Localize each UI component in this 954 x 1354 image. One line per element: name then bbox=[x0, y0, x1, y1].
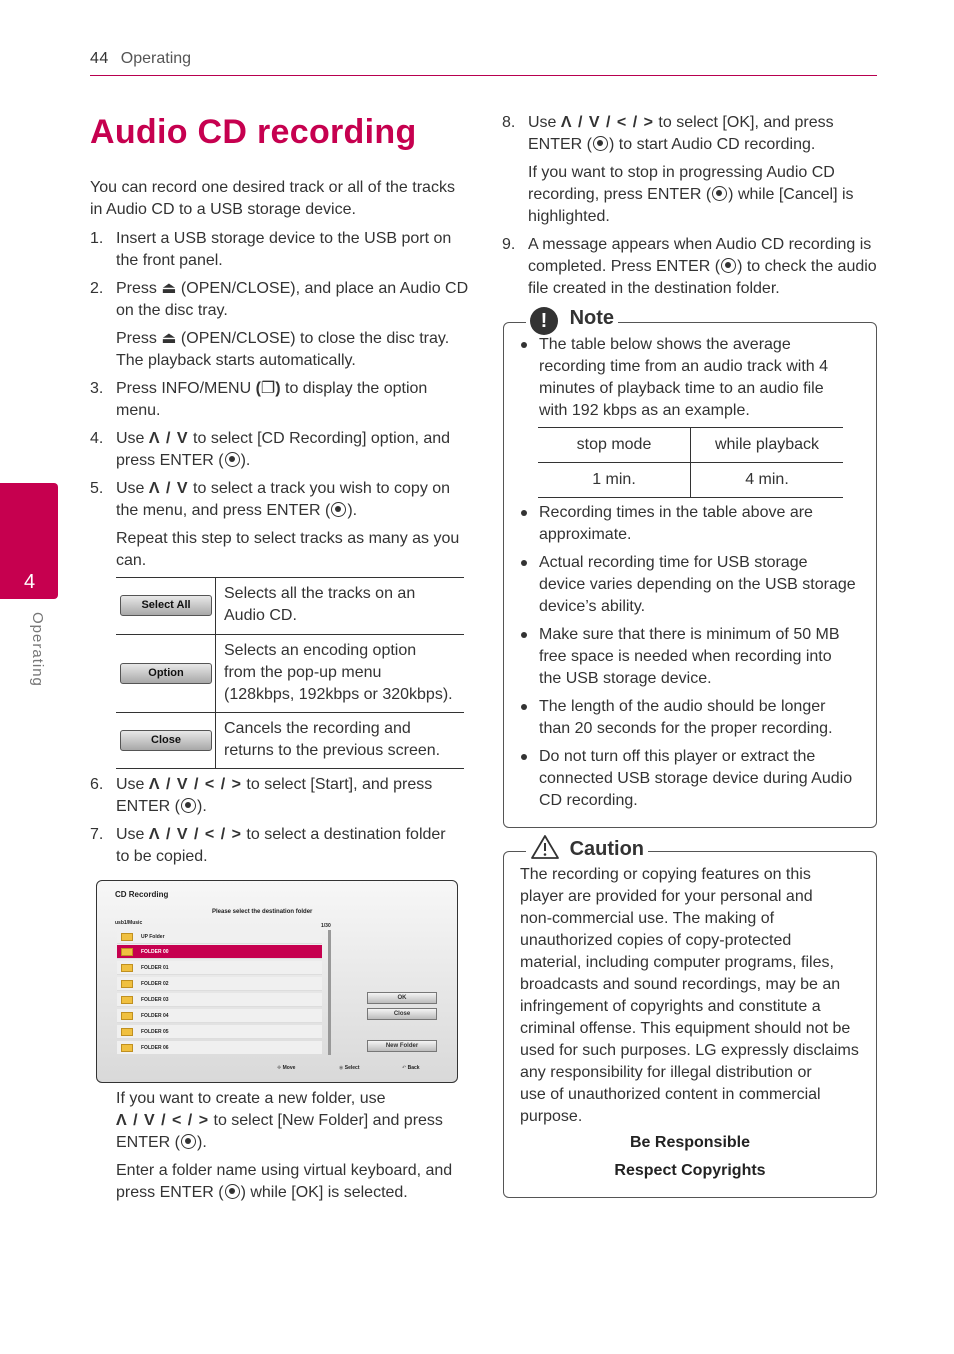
bullet-icon bbox=[521, 754, 527, 760]
bullet-icon bbox=[521, 510, 527, 516]
screenshot-path: usb1/Music bbox=[115, 920, 143, 926]
move-icon: ✥ bbox=[277, 1065, 282, 1071]
arrow-keys-icon: Λ / V / < / > bbox=[560, 114, 654, 131]
chapter-number: 4 bbox=[24, 571, 36, 593]
back-icon: ↶ bbox=[402, 1065, 407, 1071]
table-row: Close Cancels the recording and returns to the previous screen. bbox=[116, 712, 464, 769]
footer-back: ↶ Back bbox=[402, 1065, 420, 1071]
caution-text: The recording or copying features on this player are provided for your personal and non-commercial use. The making of unauthorized copies of copy-protected material, including computer programs, files, broadcasts and sound recordings, may be an infringement of copyrights and constitute a criminal offense. This equipment should not be used for such purposes. LG expressly disclaims any responsibility for illegal distribution or use of unauthorized content in commercial purpose. bbox=[520, 866, 859, 1125]
note-heading: ! Note bbox=[526, 306, 618, 335]
bullet-icon bbox=[521, 560, 527, 566]
intro-text: You can record one desired track or all of the tracks in Audio CD to a USB storage device. bbox=[90, 179, 455, 218]
list-item: FOLDER 01 bbox=[117, 961, 322, 975]
page-title: Audio CD recording bbox=[90, 113, 417, 151]
cd-recording-screenshot bbox=[96, 880, 458, 1083]
warning-triangle-icon bbox=[530, 834, 560, 860]
eject-icon: ⏏ bbox=[161, 280, 177, 297]
enter-icon bbox=[593, 136, 608, 151]
arrow-keys-icon: Λ / V / < / > bbox=[148, 826, 242, 843]
page-number: 44 bbox=[90, 50, 109, 67]
list-item: FOLDER 05 bbox=[117, 1025, 322, 1039]
option-button: Option bbox=[120, 663, 212, 684]
list-item: FOLDER 04 bbox=[117, 1009, 322, 1023]
enter-icon bbox=[712, 186, 727, 201]
step-7: 7. Use Λ / V / < / > to select a destination folder to be copied. bbox=[90, 826, 446, 865]
scrollbar bbox=[328, 930, 331, 1055]
info-menu-icon: (❐) bbox=[255, 380, 281, 397]
slogan-1: Be Responsible bbox=[629, 1134, 751, 1151]
eject-icon: ⏏ bbox=[161, 330, 177, 347]
arrow-keys-icon: Λ / V / < / > bbox=[148, 776, 242, 793]
step-4: 4. Use Λ / V to select [CD Recording] option, and press ENTER ( ). bbox=[90, 430, 451, 469]
list-item: FOLDER 00 bbox=[117, 945, 322, 959]
step-9: 9. A message appears when Audio CD recording is completed. Press ENTER ( ) to check the audio file created in the destination folder. bbox=[502, 236, 877, 297]
table-row: 1 min. 4 min. bbox=[538, 463, 843, 498]
screenshot-title: CD Recording bbox=[115, 890, 169, 899]
caution-heading: Caution bbox=[526, 834, 648, 861]
footer-select: ◉ Select bbox=[339, 1065, 360, 1071]
bullet-icon bbox=[521, 704, 527, 710]
arrow-keys-icon: Λ / V bbox=[148, 480, 189, 497]
button-description-table bbox=[116, 577, 464, 769]
ok-button: OK bbox=[367, 992, 437, 1004]
screenshot-subtitle: Please select the destination folder bbox=[212, 909, 313, 915]
enter-icon bbox=[181, 1134, 196, 1149]
enter-icon bbox=[721, 258, 736, 273]
select-icon: ◉ bbox=[339, 1065, 344, 1071]
recording-time-table bbox=[538, 427, 843, 498]
close-button: Close bbox=[120, 730, 212, 751]
screenshot-counter: 1/30 bbox=[321, 923, 331, 929]
footer-move: ✥ Move bbox=[277, 1065, 296, 1071]
enter-icon bbox=[181, 798, 196, 813]
slogan-2: Respect Copyrights bbox=[614, 1162, 766, 1179]
step-2: 2. Press ⏏ (OPEN/CLOSE), and place an Audio CD on the disc tray. Press ⏏ (OPEN/CLOSE) to close the disc tray. The playback starts automatically. bbox=[90, 280, 469, 369]
step-5: 5. Use Λ / V to select a track you wish to copy on the menu, and press ENTER ( ). Repeat this step to select tracks as many as you can. bbox=[90, 480, 460, 569]
step-1: 1. Insert a USB storage device to the USB port on the front panel. bbox=[90, 230, 452, 269]
bullet-icon bbox=[521, 342, 527, 348]
table-row: Select All Selects all the tracks on an Audio CD. bbox=[116, 577, 464, 634]
step-3: 3. Press INFO/MENU (❐) to display the option menu. bbox=[90, 380, 428, 419]
list-item: FOLDER 03 bbox=[117, 993, 322, 1007]
list-item: FOLDER 06 bbox=[117, 1041, 322, 1055]
section-name: Operating bbox=[120, 50, 192, 67]
enter-icon bbox=[225, 1184, 240, 1199]
bullet-icon bbox=[521, 632, 527, 638]
arrow-keys-icon: Λ / V bbox=[148, 430, 189, 447]
step-6: 6. Use Λ / V / < / > to select [Start], and press ENTER ( ). bbox=[90, 776, 433, 815]
exclamation-icon: ! bbox=[530, 307, 558, 335]
list-item: UP Folder bbox=[117, 930, 322, 944]
new-folder-instructions: If you want to create a new folder, use Λ / V / < / > to select [New Folder] and press ENTER ( ). Enter a folder name using virtual keyboard, and press ENTER ( ) while [OK] is selected. bbox=[116, 1090, 453, 1201]
select-all-button: Select All bbox=[120, 595, 212, 616]
enter-icon bbox=[331, 502, 346, 517]
enter-icon bbox=[225, 452, 240, 467]
list-item: FOLDER 02 bbox=[117, 977, 322, 991]
new-folder-button: New Folder bbox=[367, 1040, 437, 1052]
table-row: Option Selects an encoding option from the pop-up menu (128kbps, 192kbps or 320kbps). bbox=[116, 634, 464, 712]
chapter-label: Operating bbox=[29, 612, 46, 687]
close-button: Close bbox=[367, 1008, 437, 1020]
step-8: 8. Use Λ / V / < / > to select [OK], and press ENTER ( ) to start Audio CD recording. If you want to stop in progressing Audio CD recording, press ENTER ( ) while [Cancel] is highlighted. bbox=[502, 114, 854, 225]
table-row: stop mode while playback bbox=[538, 428, 843, 463]
arrow-keys-icon: Λ / V / < / > bbox=[116, 1112, 210, 1129]
chapter-tab bbox=[0, 483, 58, 599]
page-header bbox=[90, 48, 877, 76]
